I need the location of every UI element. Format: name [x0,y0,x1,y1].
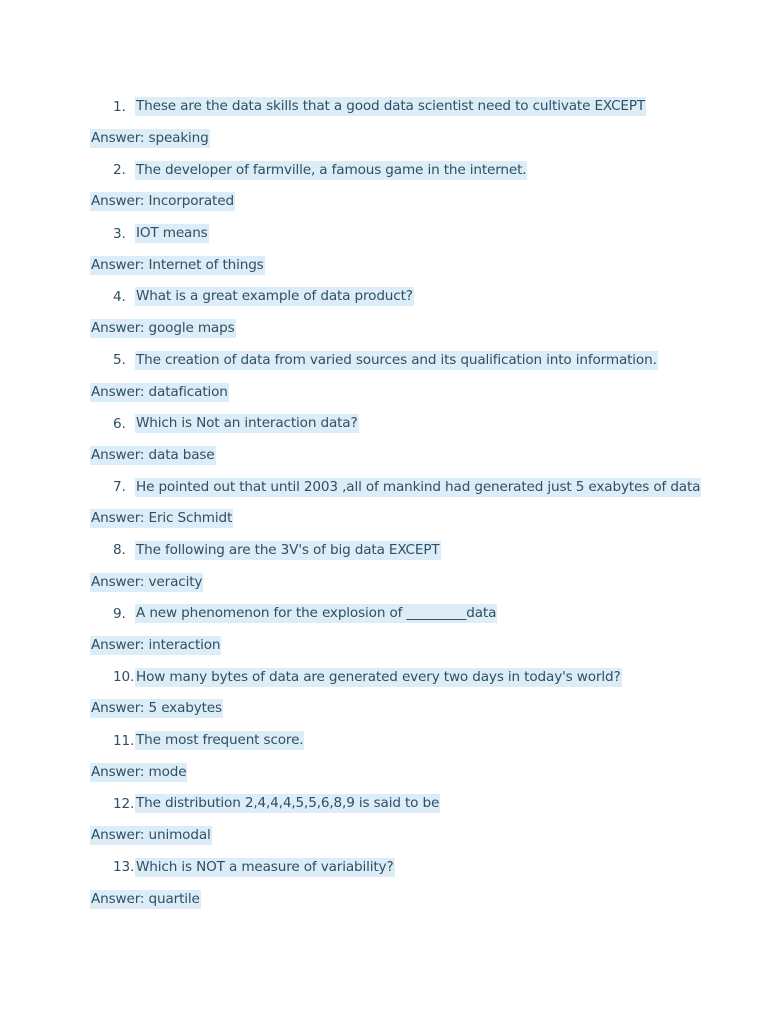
answer-text: Answer: data base [91,446,215,463]
question-2 [0,154,768,186]
answer-text: Answer: unimodal [91,827,211,844]
question-number: 4. [113,288,126,305]
answer-text: Answer: Internet of things [91,256,264,273]
question-number: 7. [113,479,126,496]
answer-1 [0,123,768,155]
question-number: 3. [113,225,126,242]
answer-10 [0,693,768,725]
question-7 [0,471,768,503]
question-11 [0,725,768,757]
question-5 [0,345,768,377]
answer-2 [0,186,768,218]
question-6 [0,408,768,440]
answer-13 [0,883,768,915]
question-text: How many bytes of data are generated every two days in today's world? [136,668,621,685]
question-number: 5. [113,352,126,369]
answer-text: Answer: Incorporated [91,193,234,210]
question-text: The distribution 2,4,4,4,5,5,6,8,9 is said to be [136,795,440,812]
answer-text: Answer: Eric Schmidt [91,510,233,527]
question-number: 12. [113,795,135,812]
answer-8 [0,566,768,598]
answer-text: Answer: interaction [91,637,221,654]
question-number: 6. [113,415,126,432]
answer-3 [0,249,768,281]
answer-6 [0,440,768,472]
question-text: What is a great example of data product? [136,288,413,305]
answer-text: Answer: veracity [91,573,203,590]
answer-11 [0,756,768,788]
question-10 [0,661,768,693]
question-text: IOT means [136,225,208,242]
question-text: The following are the 3V's of big data EXCEPT [136,541,440,558]
question-number: 10. [113,669,135,686]
question-number: 9. [113,605,126,622]
question-4 [0,281,768,313]
question-1 [0,91,768,123]
question-text: Which is Not an interaction data? [136,415,358,432]
question-text: The most frequent score. [136,732,304,749]
answer-5 [0,376,768,408]
question-number: 11. [113,732,135,749]
question-9 [0,598,768,630]
question-12 [0,788,768,820]
question-3 [0,218,768,250]
answer-text: Answer: datafication [91,383,228,400]
question-number: 1. [113,98,126,115]
answer-text: Answer: mode [91,763,187,780]
answer-12 [0,820,768,852]
answer-7 [0,503,768,535]
question-text: The developer of farmville, a famous game in the internet. [136,161,527,178]
question-text: These are the data skills that a good data scientist need to cultivate EXCEPT [136,98,646,115]
question-13 [0,852,768,884]
question-number: 2. [113,162,126,179]
answer-text: Answer: google maps [91,320,235,337]
question-text: The creation of data from varied sources and its qualification into information. [136,351,657,368]
answer-text: Answer: 5 exabytes [91,700,222,717]
question-number: 8. [113,542,126,559]
answer-text: Answer: quartile [91,890,200,907]
question-8 [0,535,768,567]
question-text: A new phenomenon for the explosion of _________data [136,605,497,622]
question-text: He pointed out that until 2003 ,all of mankind had generated just 5 exabytes of data [136,478,701,495]
qa-list [0,91,768,915]
answer-4 [0,313,768,345]
question-number: 13. [113,859,135,876]
answer-text: Answer: speaking [91,130,209,147]
answer-9 [0,630,768,662]
question-text: Which is NOT a measure of variability? [136,858,394,875]
